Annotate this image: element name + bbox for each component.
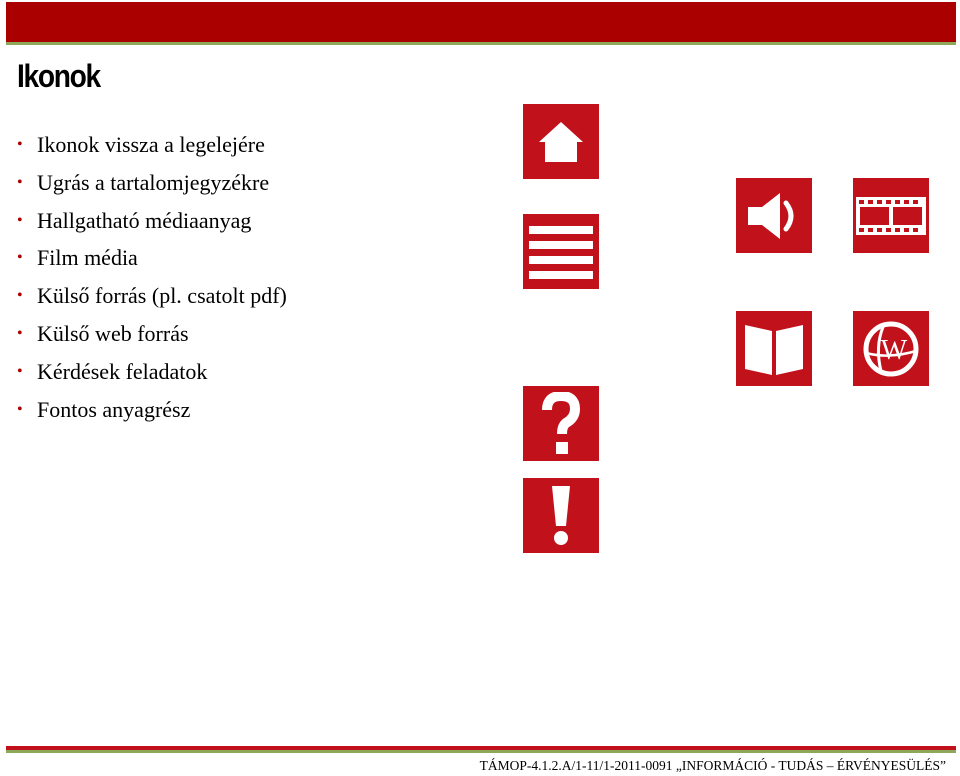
question-icon-graphic bbox=[541, 392, 581, 456]
book-icon[interactable] bbox=[736, 311, 812, 386]
footer-text: TÁMOP-4.1.2.A/1-11/1-2011-0091 „INFORMÁCIÓ - TUDÁS – ÉRVÉNYESÜLÉS” bbox=[479, 758, 946, 773]
header-bar bbox=[6, 2, 956, 42]
list-item-text: Ikonok vissza a legelejére bbox=[37, 132, 265, 157]
speaker-icon-graphic bbox=[746, 191, 802, 241]
web-icon[interactable] bbox=[853, 311, 929, 386]
list-item bbox=[17, 277, 287, 315]
bullet-marker: • bbox=[17, 287, 23, 305]
list-item-text: Ugrás a tartalomjegyzékre bbox=[37, 169, 270, 195]
film-icon[interactable] bbox=[853, 178, 929, 253]
bullet-marker: • bbox=[17, 362, 23, 380]
list-icon[interactable] bbox=[523, 214, 599, 289]
list-item bbox=[17, 391, 287, 429]
list-item-text: Hallgatható médiaanyag bbox=[37, 207, 252, 233]
list-item-text: Külső forrás (pl. csatolt pdf) bbox=[37, 283, 287, 309]
bullet-marker: • bbox=[17, 211, 23, 229]
book-icon-graphic bbox=[743, 321, 805, 377]
web-icon-letter: W bbox=[880, 334, 908, 366]
header-accent-line bbox=[6, 42, 956, 45]
list-item-text: Kérdések feladatok bbox=[37, 358, 208, 384]
bullet-marker: • bbox=[17, 249, 23, 267]
list-item bbox=[17, 315, 287, 353]
film-icon-graphic bbox=[856, 197, 926, 235]
home-icon-graphic bbox=[536, 117, 586, 167]
bullet-marker: • bbox=[17, 136, 23, 153]
list-item bbox=[17, 202, 287, 240]
footer-accent-line bbox=[6, 750, 956, 753]
list-item-text: Külső web forrás bbox=[37, 320, 189, 346]
slide-title: Ikonok bbox=[17, 58, 100, 94]
question-icon[interactable] bbox=[523, 386, 599, 461]
list-item bbox=[17, 164, 287, 202]
bullet-marker: • bbox=[17, 400, 23, 418]
bullet-marker: • bbox=[17, 173, 23, 191]
exclamation-icon-graphic bbox=[549, 484, 573, 548]
list-icon-graphic bbox=[529, 224, 593, 280]
bullet-marker: • bbox=[17, 324, 23, 342]
bullet-list bbox=[17, 126, 287, 428]
list-item bbox=[17, 353, 287, 391]
exclamation-icon[interactable] bbox=[523, 478, 599, 553]
list-item-text: Fontos anyagrész bbox=[37, 396, 191, 422]
list-item bbox=[17, 239, 287, 277]
list-item bbox=[17, 126, 287, 164]
home-icon[interactable] bbox=[523, 104, 599, 179]
web-icon-graphic bbox=[859, 317, 923, 381]
speaker-icon[interactable] bbox=[736, 178, 812, 253]
list-item-text: Film média bbox=[37, 245, 138, 271]
